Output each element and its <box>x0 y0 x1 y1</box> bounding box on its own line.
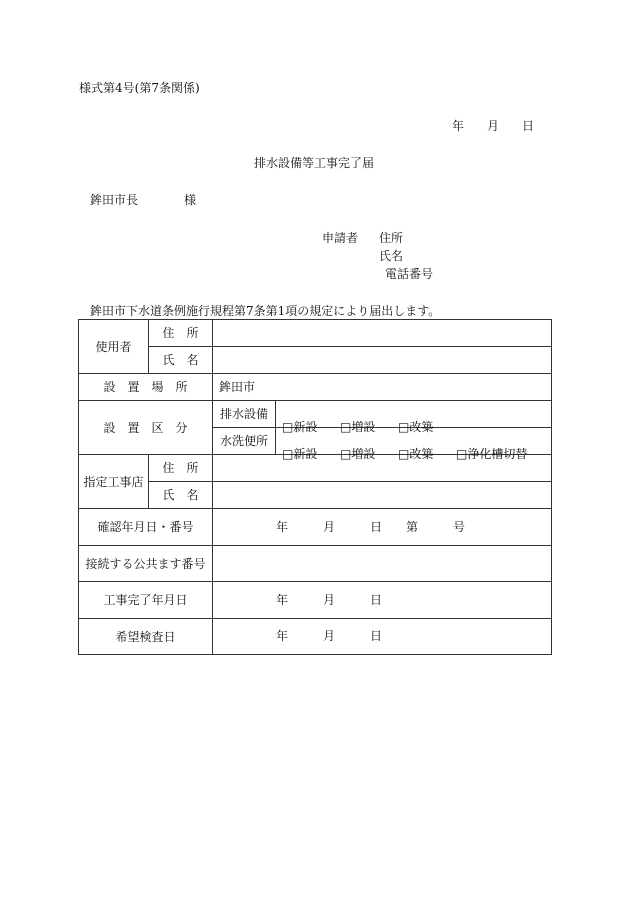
addressee: 鉾田市長 <box>90 193 139 207</box>
toilet-new-checkbox[interactable]: □新設 <box>282 447 318 461</box>
table-row <box>79 401 552 428</box>
completion-report-table <box>78 319 552 655</box>
completion-date-field[interactable] <box>213 582 552 619</box>
applicant-label: 申請者 <box>322 231 359 245</box>
user-name-field[interactable] <box>213 347 552 374</box>
applicant-phone-label: 電話番号 <box>385 267 434 281</box>
confirmation-number-suffix: 号 <box>453 520 466 534</box>
completion-month-label: 月 <box>323 593 336 607</box>
confirmation-field[interactable] <box>213 509 552 546</box>
document-title: 排水設備等工事完了届 <box>254 156 375 170</box>
drainage-renovation-checkbox[interactable]: □改築 <box>398 420 434 434</box>
basin-number-field[interactable] <box>213 546 552 582</box>
table-row <box>79 374 552 401</box>
inspection-day-label: 日 <box>370 629 383 643</box>
confirmation-year-label: 年 <box>276 520 289 534</box>
table-row <box>79 546 552 582</box>
table-row <box>79 509 552 546</box>
table-row <box>79 619 552 655</box>
confirmation-number-prefix: 第 <box>406 520 419 534</box>
inspection-date-field[interactable] <box>213 619 552 655</box>
flush-toilet-label: 水洗便所 <box>213 428 276 455</box>
submission-date <box>0 119 630 133</box>
location-value[interactable]: 鉾田市 <box>213 374 552 401</box>
location-label: 設 置 場 所 <box>79 374 213 401</box>
contractor-label: 指定工事店 <box>79 455 149 509</box>
inspection-date-label: 希望検査日 <box>79 619 213 655</box>
completion-year-label: 年 <box>276 593 289 607</box>
user-address-field[interactable] <box>213 320 552 347</box>
completion-day-label: 日 <box>370 593 383 607</box>
user-address-label: 住 所 <box>149 320 213 347</box>
confirmation-month-label: 月 <box>323 520 336 534</box>
statement: 鉾田市下水道条例施行規程第7条第1項の規定により届出します。 <box>90 304 441 318</box>
table-row <box>79 482 552 509</box>
drainage-new-checkbox[interactable]: □新設 <box>282 420 318 434</box>
applicant-address-label: 住所 <box>379 231 404 245</box>
date-day-label: 日 <box>522 119 535 133</box>
inspection-month-label: 月 <box>323 629 336 643</box>
contractor-name-label: 氏 名 <box>149 482 213 509</box>
form-number: 様式第4号(第7条関係) <box>79 81 200 95</box>
date-year-label: 年 <box>452 119 465 133</box>
inspection-year-label: 年 <box>276 629 289 643</box>
toilet-septic-replacement-checkbox[interactable]: □浄化槽切替 <box>456 447 528 461</box>
confirmation-label: 確認年月日・番号 <box>79 509 213 546</box>
user-label: 使用者 <box>79 320 149 374</box>
toilet-extension-checkbox[interactable]: □増設 <box>340 447 376 461</box>
applicant-name-label: 氏名 <box>379 249 404 263</box>
basin-number-label: 接続する公共ます番号 <box>79 546 213 582</box>
drainage-options <box>276 401 552 434</box>
contractor-address-label: 住 所 <box>149 455 213 482</box>
user-name-label: 氏 名 <box>149 347 213 374</box>
table-row <box>79 582 552 619</box>
honorific: 様 <box>184 193 197 207</box>
table-row <box>79 347 552 374</box>
contractor-name-field[interactable] <box>213 482 552 509</box>
confirmation-day-label: 日 <box>370 520 383 534</box>
drainage-label: 排水設備 <box>213 401 276 428</box>
category-label: 設 置 区 分 <box>79 401 213 455</box>
toilet-renovation-checkbox[interactable]: □改築 <box>398 447 434 461</box>
table-row <box>79 320 552 347</box>
drainage-extension-checkbox[interactable]: □増設 <box>340 420 376 434</box>
completion-date-label: 工事完了年月日 <box>79 582 213 619</box>
date-month-label: 月 <box>487 119 500 133</box>
